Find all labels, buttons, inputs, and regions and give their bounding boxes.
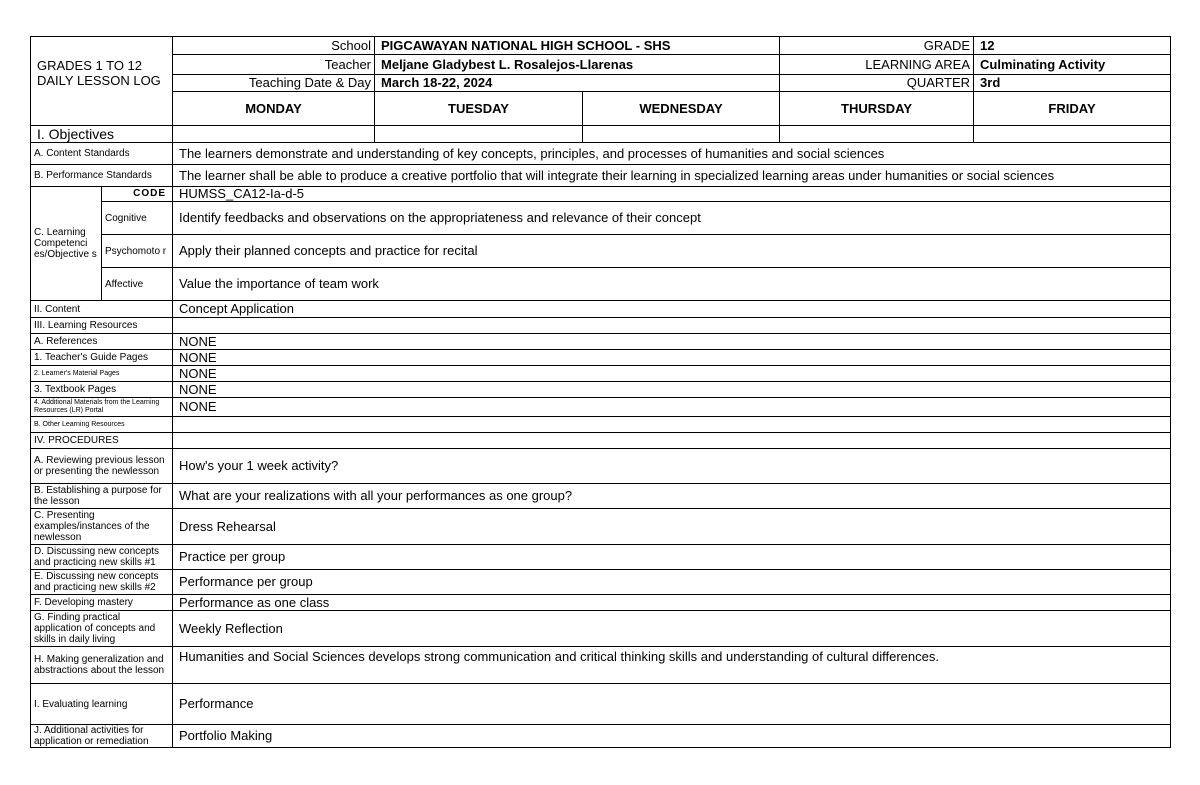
competency-label: C. Learning Competenci es/Objective s (31, 187, 102, 301)
tg-value: NONE (173, 350, 1171, 366)
procedures-row (31, 433, 1171, 449)
days-row (31, 92, 1171, 126)
header-row-teacher (31, 55, 1171, 75)
resources-row (31, 318, 1171, 334)
procedure-row (31, 595, 1171, 611)
procedure-value: Performance as one class (173, 595, 1171, 611)
procedure-label: E. Discussing new concepts and practicing new skills #2 (31, 570, 173, 595)
procedure-row (31, 570, 1171, 595)
lr-row (31, 398, 1171, 417)
procedure-row (31, 725, 1171, 748)
objectives-row (31, 126, 1171, 143)
teacher-value: Meljane Gladybest L. Rosalejos-Llarenas (375, 55, 780, 75)
code-value: HUMSS_CA12-Ia-d-5 (173, 187, 1171, 202)
school-value: PIGCAWAYAN NATIONAL HIGH SCHOOL - SHS (375, 37, 780, 55)
procedure-row (31, 484, 1171, 509)
references-label: A. References (31, 334, 173, 350)
lr-label: 4. Additional Materials from the Learning Resources (LR) Portal (31, 398, 173, 417)
date-label: Teaching Date & Day (173, 75, 375, 92)
references-value: NONE (173, 334, 1171, 350)
lr-value: NONE (173, 398, 1171, 417)
lm-value: NONE (173, 366, 1171, 382)
psychomotor-label: Psychomoto r (102, 235, 173, 268)
content-standards-value: The learners demonstrate and understanding of key concepts, principles, and processes of humanities and social sciences (173, 143, 1171, 165)
procedure-value: Dress Rehearsal (173, 509, 1171, 545)
textbook-row (31, 382, 1171, 398)
date-value: March 18-22, 2024 (375, 75, 780, 92)
procedure-label: C. Presenting examples/instances of the newlesson (31, 509, 173, 545)
area-label: LEARNING AREA (780, 55, 974, 75)
area-value: Culminating Activity (974, 55, 1171, 75)
performance-standards-label: B. Performance Standards (31, 165, 173, 187)
grade-value: 12 (974, 37, 1171, 55)
procedure-label: I. Evaluating learning (31, 684, 173, 725)
affective-row (31, 268, 1171, 301)
cognitive-label: Cognitive (102, 202, 173, 235)
header-row-date (31, 75, 1171, 92)
cognitive-value: Identify feedbacks and observations on the appropriateness and relevance of their concept (173, 202, 1171, 235)
content-label: II. Content (31, 301, 173, 318)
tg-label: 1. Teacher's Guide Pages (31, 350, 173, 366)
content-standards-row (31, 143, 1171, 165)
procedure-row (31, 647, 1171, 684)
procedure-value: Portfolio Making (173, 725, 1171, 748)
log-title: GRADES 1 TO 12 DAILY LESSON LOG (31, 37, 173, 126)
content-row (31, 301, 1171, 318)
procedure-label: A. Reviewing previous lesson or presenting the newlesson (31, 449, 173, 484)
cognitive-row (31, 202, 1171, 235)
procedure-label: H. Making generalization and abstractions about the lesson (31, 647, 173, 684)
procedure-row (31, 449, 1171, 484)
lesson-log (30, 36, 1170, 748)
psychomotor-row (31, 235, 1171, 268)
other-resources-row (31, 417, 1171, 433)
lm-label: 2. Learner's Material Pages (31, 366, 173, 382)
procedure-row (31, 509, 1171, 545)
procedure-value: Weekly Reflection (173, 611, 1171, 647)
procedure-value: How's your 1 week activity? (173, 449, 1171, 484)
procedure-value: Humanities and Social Sciences develops strong communication and critical thinking skills and understanding of cultural differences. (173, 647, 1171, 684)
procedure-label: J. Additional activities for application or remediation (31, 725, 173, 748)
procedure-label: F. Developing mastery (31, 595, 173, 611)
objectives-label: I. Objectives (31, 126, 173, 143)
procedure-row (31, 684, 1171, 725)
textbook-label: 3. Textbook Pages (31, 382, 173, 398)
procedure-value: What are your realizations with all your performances as one group? (173, 484, 1171, 509)
procedure-row (31, 611, 1171, 647)
procedure-value: Practice per group (173, 545, 1171, 570)
day-thursday: THURSDAY (780, 92, 974, 126)
other-resources-label: B. Other Learning Resources (31, 417, 173, 433)
procedure-row (31, 545, 1171, 570)
affective-value: Value the importance of team work (173, 268, 1171, 301)
procedure-label: D. Discussing new concepts and practicing new skills #1 (31, 545, 173, 570)
school-label: School (173, 37, 375, 55)
content-value: Concept Application (173, 301, 1171, 318)
content-standards-label: A. Content Standards (31, 143, 173, 165)
day-wednesday: WEDNESDAY (583, 92, 780, 126)
references-row (31, 334, 1171, 350)
day-tuesday: TUESDAY (375, 92, 583, 126)
procedures-label: IV. PROCEDURES (31, 433, 173, 449)
lesson-log-table (30, 36, 1171, 748)
resources-label: III. Learning Resources (31, 318, 173, 334)
performance-standards-row (31, 165, 1171, 187)
procedure-value: Performance (173, 684, 1171, 725)
teacher-label: Teacher (173, 55, 375, 75)
psychomotor-value: Apply their planned concepts and practice for recital (173, 235, 1171, 268)
quarter-label: QUARTER (780, 75, 974, 92)
procedure-label: G. Finding practical application of concepts and skills in daily living (31, 611, 173, 647)
tg-row (31, 350, 1171, 366)
header-row-school (31, 37, 1171, 55)
procedure-value: Performance per group (173, 570, 1171, 595)
lm-row (31, 366, 1171, 382)
procedure-label: B. Establishing a purpose for the lesson (31, 484, 173, 509)
affective-label: Affective (102, 268, 173, 301)
textbook-value: NONE (173, 382, 1171, 398)
quarter-value: 3rd (974, 75, 1171, 92)
day-monday: MONDAY (173, 92, 375, 126)
code-label: CODE (102, 187, 173, 202)
code-row (31, 187, 1171, 202)
performance-standards-value: The learner shall be able to produce a creative portfolio that will integrate their learning in specialized learning areas under humanities or social sciences (173, 165, 1171, 187)
grade-label: GRADE (780, 37, 974, 55)
day-friday: FRIDAY (974, 92, 1171, 126)
